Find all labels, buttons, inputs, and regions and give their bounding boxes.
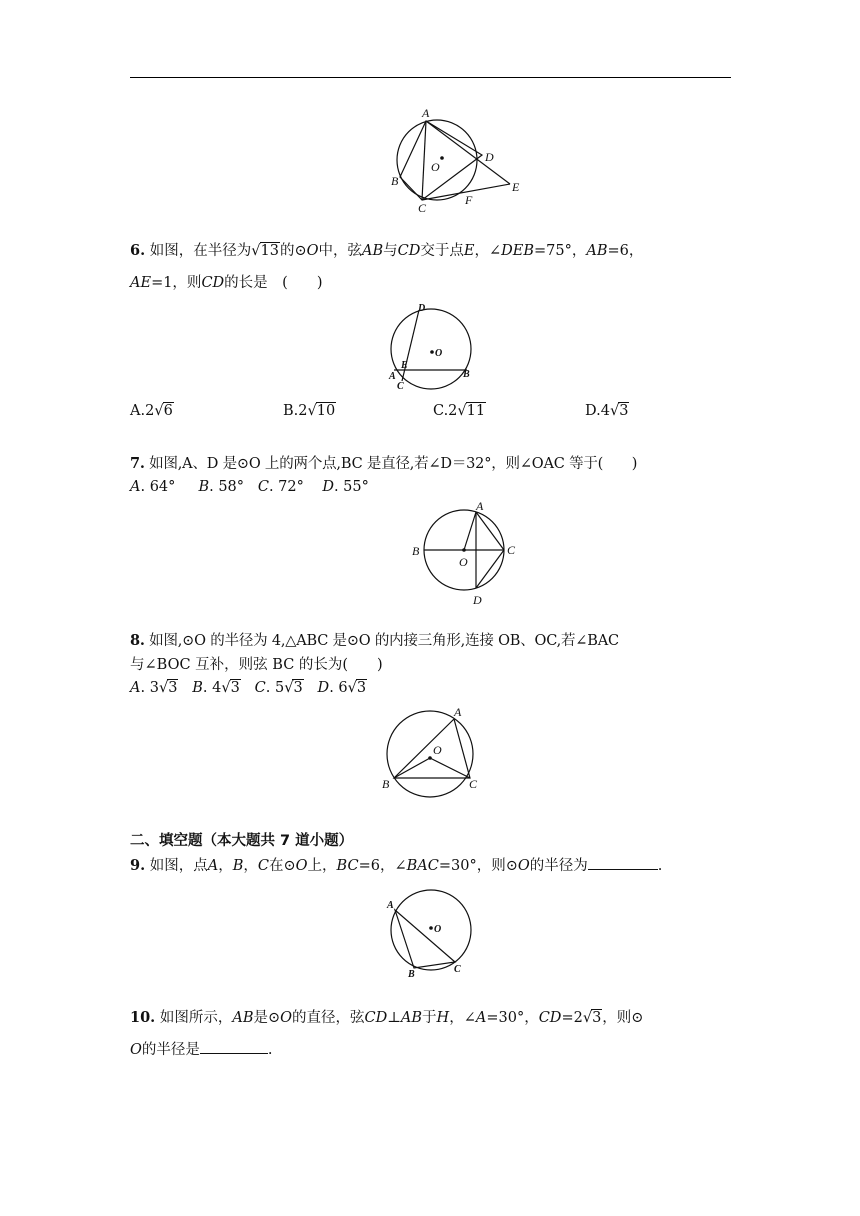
q6-label-a: A bbox=[389, 371, 396, 382]
q7-label-c: C bbox=[507, 543, 516, 557]
q6-label-b: B bbox=[463, 369, 470, 380]
q6-label-c: C bbox=[397, 381, 404, 392]
q7-line-oa bbox=[464, 512, 476, 550]
q9-label-b: B bbox=[408, 969, 415, 980]
q9-answer-blank[interactable] bbox=[588, 855, 658, 870]
q6-label-d: D bbox=[418, 303, 426, 314]
q5-label-o: O bbox=[431, 160, 440, 174]
q6-option-b[interactable]: B.2√10 bbox=[283, 403, 336, 419]
q8-label-o: O bbox=[433, 743, 442, 757]
q7-option-c[interactable]: C. 72° bbox=[257, 479, 304, 495]
q8-option-d[interactable]: D. 6√3 bbox=[317, 680, 367, 696]
q9-center-dot bbox=[429, 926, 433, 930]
q8-figure bbox=[378, 702, 488, 802]
q10-line1: 10. 如图所示，AB是⊙O的直径，弦CD⊥AB于H，∠A=30°，CD=2√3，则⊙ bbox=[130, 1009, 644, 1026]
q8-label-c: C bbox=[469, 777, 478, 791]
q9-number: 9. bbox=[130, 857, 146, 874]
q10-line2: O的半径是 . bbox=[130, 1039, 273, 1061]
q5-label-a: A bbox=[422, 106, 430, 120]
q5-label-b: B bbox=[391, 174, 399, 188]
q8-label-b: B bbox=[382, 777, 390, 791]
q5-label-e: E bbox=[512, 180, 520, 194]
q7-label-o: O bbox=[459, 555, 468, 569]
q9-label-a: A bbox=[387, 900, 394, 911]
q7-option-d[interactable]: D. 55° bbox=[322, 479, 369, 495]
q9-figure bbox=[382, 883, 478, 979]
q6-option-a[interactable]: A.2√6 bbox=[130, 403, 173, 419]
q5-label-d: D bbox=[485, 150, 494, 164]
q6-number: 6. bbox=[130, 242, 146, 259]
q6-text: 如图，在半径为 bbox=[149, 243, 252, 259]
q6-label-e: E bbox=[401, 360, 408, 371]
q8-center-dot bbox=[428, 756, 432, 760]
q9-label-c: C bbox=[454, 964, 461, 975]
q6-line1: 6. 如图，在半径为√13的⊙O中，弦AB与CD交于点E，∠DEB=75°，AB=6， bbox=[130, 242, 644, 259]
q8-line-oc bbox=[430, 758, 470, 778]
q5-center-dot bbox=[440, 156, 444, 160]
q5-line-ac bbox=[422, 121, 426, 200]
q8-triangle bbox=[394, 719, 470, 778]
q7-label-b: B bbox=[412, 544, 420, 558]
q5-figure bbox=[388, 105, 533, 215]
q8-circle bbox=[387, 711, 473, 797]
q8-stem-1: 8. 如图,⊙O 的半径为 4,△ABC 是⊙O 的内接三角形,连接 OB、OC,若∠BAC bbox=[130, 632, 619, 649]
q9-stem: 9. 如图，点A，B，C在⊙O上，BC=6，∠BAC=30°，则⊙O的半径为 . bbox=[130, 857, 663, 874]
q8-option-a[interactable]: A. 3√3 bbox=[130, 680, 178, 696]
q8-options bbox=[130, 677, 367, 699]
q6-line2: AE=1，则CD的长是 ( ) bbox=[130, 275, 323, 291]
q7-figure bbox=[406, 500, 526, 610]
q6-label-o: O bbox=[435, 348, 443, 359]
q8-option-c[interactable]: C. 5√3 bbox=[254, 680, 303, 696]
q7-label-a: A bbox=[476, 499, 484, 513]
q5-label-c: C bbox=[418, 201, 427, 215]
q8-option-b[interactable]: B. 4√3 bbox=[192, 680, 240, 696]
q6-ae: AE bbox=[130, 275, 152, 291]
header-rule bbox=[130, 77, 731, 78]
q6-center-dot bbox=[430, 350, 434, 354]
q9-circle bbox=[391, 890, 471, 970]
q7-option-b[interactable]: B. 58° bbox=[198, 479, 245, 495]
q7-option-a[interactable]: A. 64° bbox=[130, 479, 176, 495]
q7-label-d: D bbox=[473, 593, 482, 607]
q6-option-d[interactable]: D.4√3 bbox=[585, 403, 629, 419]
section-2-title: 二、填空题（本大题共 7 道小题） bbox=[130, 833, 354, 849]
q10-answer-blank[interactable] bbox=[200, 1039, 268, 1054]
q10-number: 10. bbox=[130, 1009, 156, 1026]
q8-stem-2: 与∠BOC 互补，则弦 BC 的长为( ) bbox=[130, 657, 383, 673]
q6-figure bbox=[385, 303, 477, 395]
q7-number: 7. bbox=[130, 455, 145, 472]
q6-option-c[interactable]: C.2√11 bbox=[433, 403, 486, 419]
q7-stem: 7. 如图,A、D 是⊙O 上的两个点,BC 是直径,若∠D＝32°，则∠OAC 等于( ) bbox=[130, 455, 638, 472]
q7-center-dot bbox=[462, 548, 466, 552]
q6-radius-sqrt: √13 bbox=[251, 243, 279, 259]
q8-label-a: A bbox=[454, 705, 462, 719]
q5-line-ae bbox=[426, 121, 510, 184]
q7-options bbox=[130, 476, 369, 498]
q8-number: 8. bbox=[130, 632, 145, 649]
q5-label-f: F bbox=[465, 193, 473, 207]
q9-label-o: O bbox=[434, 924, 442, 935]
q10-root: √3 bbox=[582, 1010, 602, 1026]
